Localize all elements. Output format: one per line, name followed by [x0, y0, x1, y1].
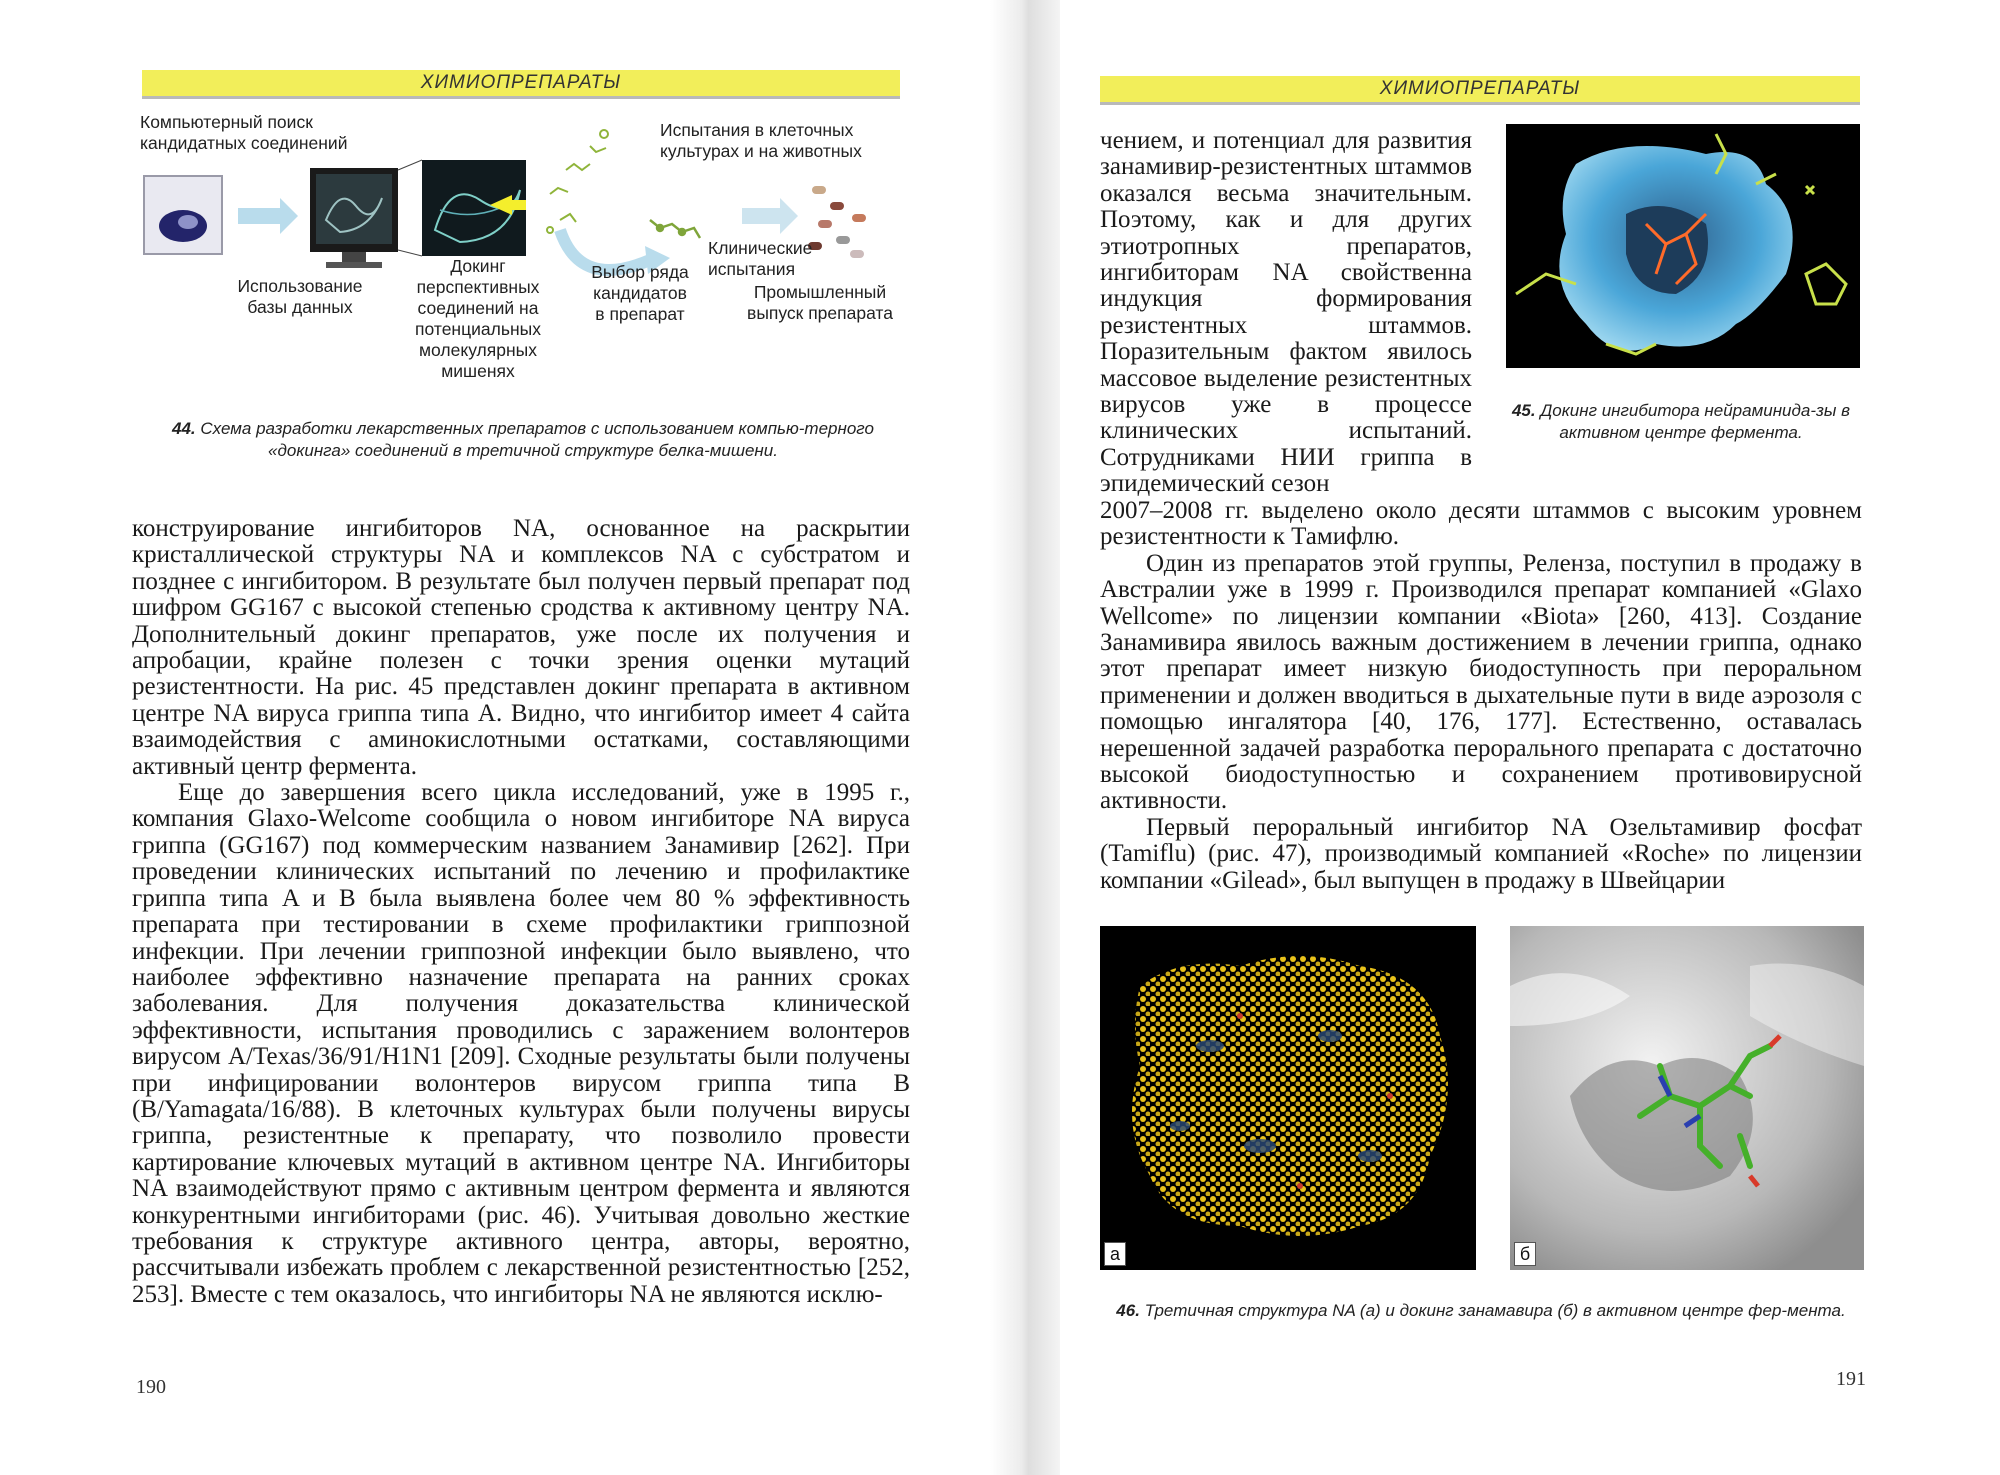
right-page-number: 191 [1836, 1368, 1866, 1390]
label-computer-search: Компьютерный поиск кандидатных соединений [140, 112, 348, 153]
right-body-text [1100, 498, 1862, 894]
right-paragraph-2: Первый пероральный ингибитор NA Озельтамивир фосфат (Tamiflu) (рис. 47), производимый компанией «Roche» по лицензии компании «Gilead», был выпущен в продажу в Швейцарии [1100, 813, 1862, 894]
right-wrap-text [1100, 128, 1472, 498]
figure-46-caption [1100, 1300, 1862, 1322]
right-continue-paragraph: 2007–2008 гг. выделено около десяти штаммов с высоким уровнем резистентности к Тамифлю. [1100, 497, 1862, 551]
figure-46b-label: б [1514, 1242, 1536, 1266]
label-docking: Докинг перспективных соединений на потенциальных молекулярных мишенях [415, 256, 541, 381]
figure-46-caption-number: 46. [1116, 1301, 1140, 1320]
molecules-icon [547, 130, 608, 233]
figure-46a-image [1100, 926, 1476, 1270]
docking-screen-icon [422, 160, 526, 256]
figure-44-diagram [130, 110, 910, 395]
arrow-1-icon [238, 198, 298, 234]
database-icon [144, 176, 222, 254]
label-candidate-selection: Выбор ряда кандидатов в препарат [591, 262, 689, 324]
label-clinical-trials: Клинические испытания [708, 238, 813, 279]
left-paragraph-2: Еще до завершения всего цикла исследований, уже в 1995 г., компания Glaxo-Welcome сообщила о новом ингибиторе NA вируса гриппа (GG167) под коммерческим названием Занамивир [262]. При проведении клинических испытаний по лечению и профилактике гриппа типа A и B была выявлена более чем 80 % эффективность препарата при тестировании в схеме профилактики гриппозной инфекции. При лечении гриппозной инфекции было выявлено, что наиболее эффективно назначение препарата на ранних сроках заболевания. Для получения доказательства клинической эффективности, испытания проводились с заражением волонтеров вирусом A/Texas/36/91/H1N1 [209]. Сходные результаты были получены при инфицировании волонтеров вирусом гриппа типа B (B/Yamagata/16/88). В клеточных культурах были получены вирусы гриппа, резистентные к препарату, что позволило провести картирование ключевых мутаций в активном центре NA. Ингибиторы NA взаимодействуют прямо с активным центром фермента и являются конкурентными ингибиторами (рис. 46). Учитывая довольно жесткие требования к структуре активного центра, авторы, вероятно, рассчитывали избежать проблем с лекарственной резистентностью [252, 253]. Вместе с тем оказалось, что ингибиторы NA не являются исклю- [132, 779, 910, 1308]
figure-45-caption-number: 45. [1511, 401, 1536, 420]
label-cell-tests: Испытания в клеточных культурах и на животных [660, 120, 862, 161]
figure-45-image [1506, 124, 1860, 368]
left-body-text [132, 516, 910, 1308]
lead-molecule-icon [650, 220, 700, 238]
label-database: Использование базы данных [237, 276, 363, 317]
figure-45-caption [1500, 400, 1862, 444]
figure-46b-image [1510, 926, 1864, 1270]
figure-46b-graphics [1510, 926, 1864, 1270]
figure-46a-graphics [1100, 926, 1476, 1270]
figure-45-graphics [1506, 124, 1860, 368]
left-running-header: ХИМИОПРЕПАРАТЫ [142, 70, 900, 99]
computer-monitor-icon [310, 168, 398, 268]
figure-45-caption-text: Докинг ингибитора нейраминида-зы в активном центре фермента. [1540, 401, 1851, 442]
book-gutter [990, 0, 1060, 1475]
left-paragraph-1: конструирование ингибиторов NA, основанное на раскрытии кристаллической структуры NA и комплексов NA с субстратом и позднее с ингибитором. В результате был получен первый препарат под шифром GG167 с высокой степенью сродства к активному центру NA. Дополнительный докинг препаратов, уже после их получения и апробации, крайне полезен с точки зрения оценки мутаций резистентности. На рис. 45 представлен докинг препарата в активном центре NA вируса гриппа типа A. Видно, что ингибитор имеет 4 сайта взаимодействия с аминокислотными остатками, составляющими активный центр фермента. [132, 515, 910, 780]
figure-46a-label: а [1104, 1242, 1126, 1266]
right-running-header: ХИМИОПРЕПАРАТЫ [1100, 76, 1860, 105]
figure-44-caption-number: 44. [172, 419, 196, 438]
figure-44-caption-text: Схема разработки лекарственных препаратов с использованием компью-терного «докинга» соединений в третичной структуре белка-мишени. [200, 419, 874, 460]
right-wrap-paragraph: чением, и потенциал для развития занамивир-резистентных штаммов оказался весьма значительным. Поэтому, как и для других этиотропных препаратов, ингибиторам NA свойственна индукция формирования резистентных штаммов. Поразительным фактом явилось массовое выделение резистентных вирусов уже в процессе клинических испытаний. Сотрудниками НИИ гриппа в эпидемический сезон [1100, 127, 1472, 498]
figure-44-caption [138, 418, 908, 462]
right-paragraph-1: Один из препаратов этой группы, Реленза, поступил в продажу в Австралии уже в 1999 г. Производился препарат компанией «Glaxo Wellcome» по лицензии компании «Biota» [260, 413]. Создание Занамивира явилось важным достижением в лечении гриппа, однако этот препарат имеет низкую биодоступность при пероральном применении и должен вводиться в дыхательные пути в виде аэрозоля с помощью ингалятора [40, 176, 177]. Естественно, оставалась нерешенной задачей разработка перорального препарата с достаточно высокой биодоступностью и сохранением противовирусной активности. [1100, 549, 1862, 815]
figure-46-caption-text: Третичная структура NA (а) и докинг занамавира (б) в активном центре фер-мента. [1144, 1301, 1846, 1320]
arrow-2-icon [742, 198, 798, 234]
label-industrial-release: Промышленный выпуск препарата [747, 282, 893, 323]
left-page-number: 190 [136, 1376, 166, 1398]
